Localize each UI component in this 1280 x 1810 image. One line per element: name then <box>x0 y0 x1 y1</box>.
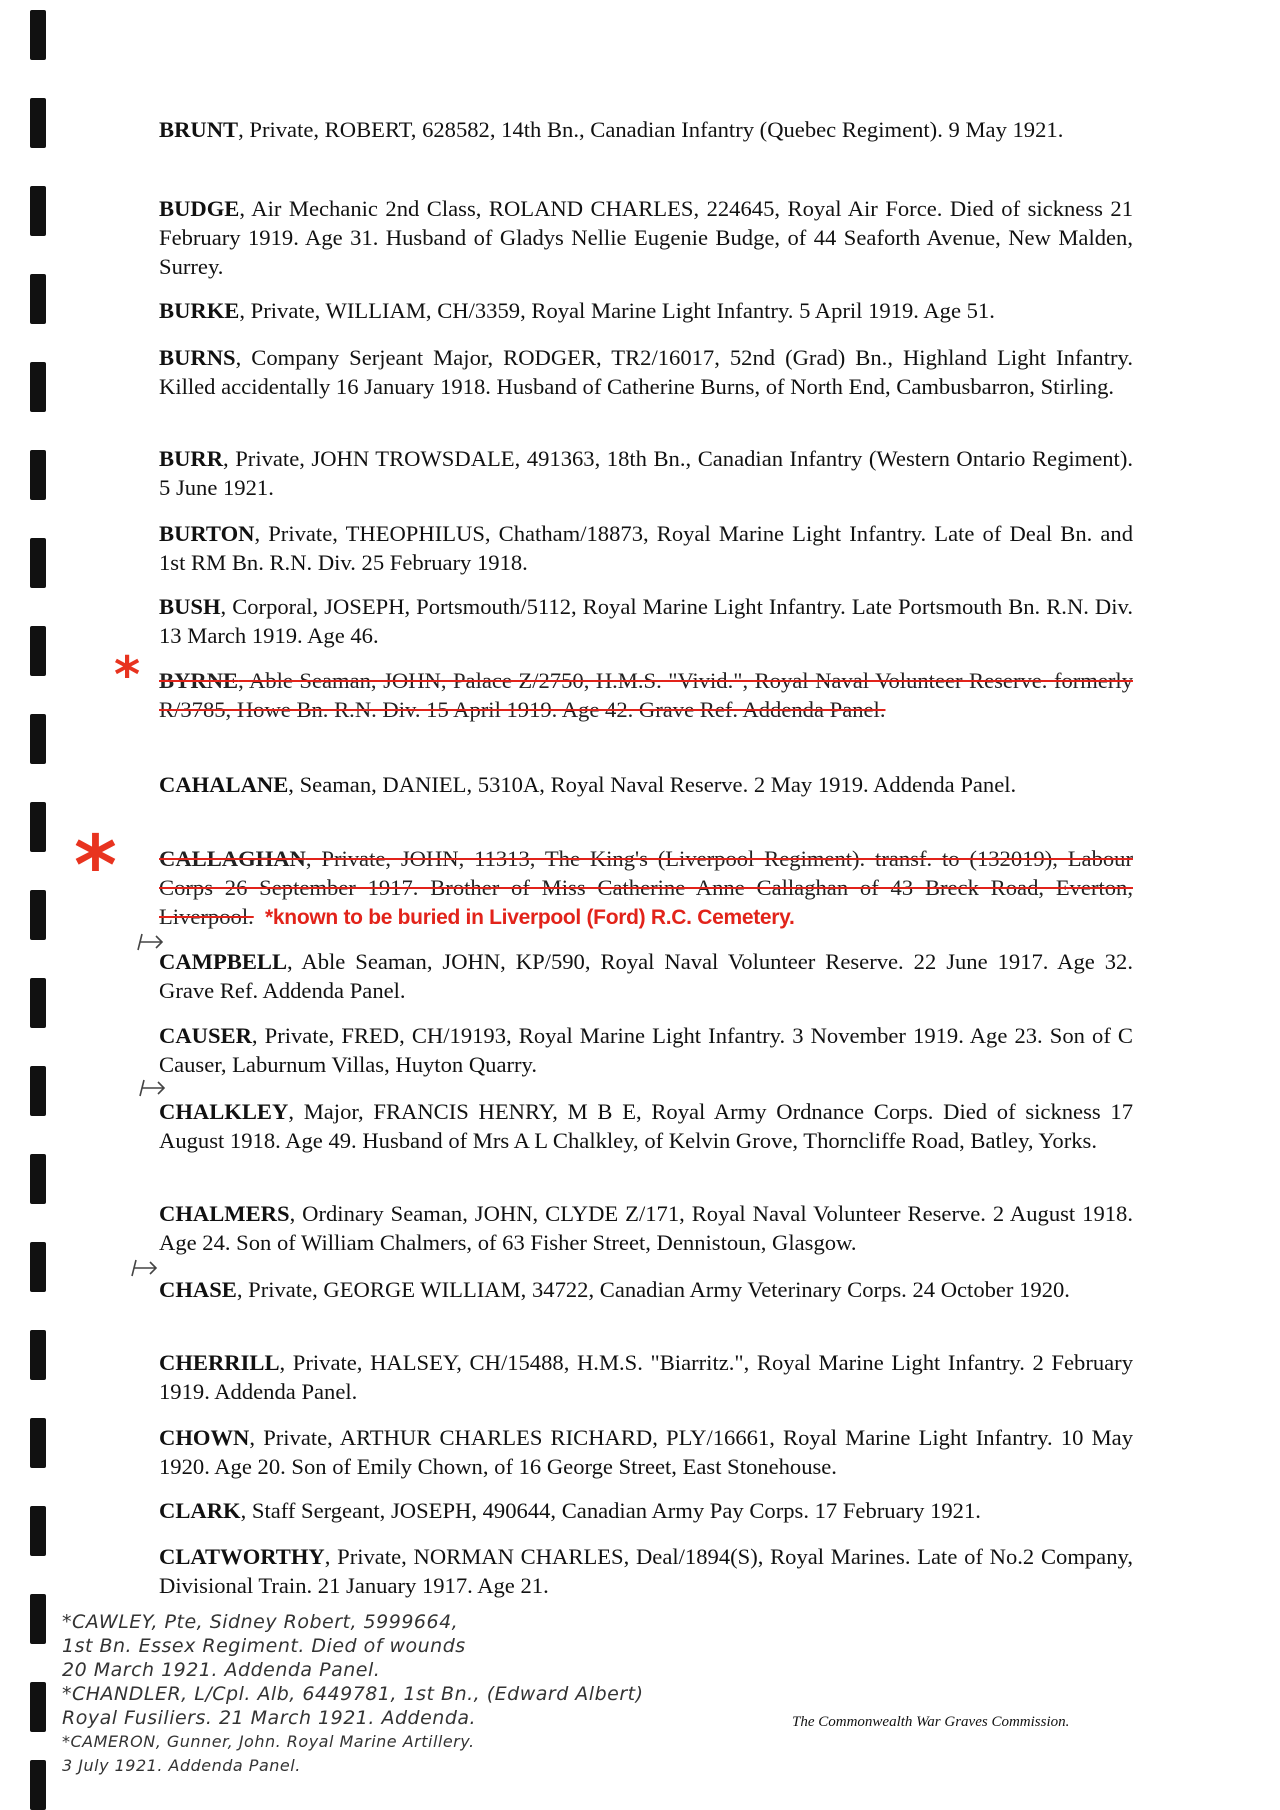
binding-mark <box>30 186 46 236</box>
binding-mark <box>30 274 46 324</box>
entry-burns: BURNS, Company Serjeant Major, RODGER, TR2/16017, 52nd (Grad) Bn., Highland Light Infantry. Killed accidentally 16 January 1918. Husband of Catherine Burns, of North End, Cambusbarron, Stirling. <box>159 345 1133 399</box>
handwritten-line: Royal Fusiliers. 21 March 1921. Addenda. <box>62 1707 477 1729</box>
binding-mark <box>30 1682 46 1732</box>
binding-mark <box>30 978 46 1028</box>
entry-burton: BURTON, Private, THEOPHILUS, Chatham/18873, Royal Marine Light Infantry. Late of Deal Bn. and 1st RM Bn. R.N. Div. 25 February 1918. <box>159 521 1133 575</box>
entry-byrne-struck: BYRNE, Able Seaman, JOHN, Palace Z/2750, H.M.S. "Vivid.", Royal Naval Volunteer Reserve. formerly R/3785, Howe Bn. R.N. Div. 15 April 1919. Age 42. Grave Ref. Addenda Panel. <box>159 668 1133 722</box>
entry-budge: BUDGE, Air Mechanic 2nd Class, ROLAND CHARLES, 224645, Royal Air Force. Died of sickness 21 February 1919. Age 31. Husband of Gladys Nellie Eugenie Budge, of 44 Seaforth Avenue, New Malden, Surrey. <box>159 196 1133 279</box>
entry-chown: CHOWN, Private, ARTHUR CHARLES RICHARD, PLY/16661, Royal Marine Light Infantry. 10 May 1920. Age 20. Son of Emily Chown, of 16 George Street, East Stonehouse. <box>159 1425 1133 1479</box>
red-asterisk-mark: * <box>114 646 141 704</box>
binding-mark <box>30 1506 46 1556</box>
entry-cahalane: CAHALANE, Seaman, DANIEL, 5310A, Royal Naval Reserve. 2 May 1919. Addenda Panel. <box>159 772 1017 797</box>
binding-mark <box>30 802 46 852</box>
handwritten-line: *CAWLEY, Pte, Sidney Robert, 5999664, <box>62 1611 459 1633</box>
handwritten-addition <box>62 1610 644 1778</box>
handwritten-line: 3 July 1921. Addenda Panel. <box>62 1756 301 1775</box>
entry-burr: BURR, Private, JOHN TROWSDALE, 491363, 18th Bn., Canadian Infantry (Western Ontario Regiment). 5 June 1921. <box>159 446 1133 500</box>
handwritten-line: 20 March 1921. Addenda Panel. <box>62 1659 381 1681</box>
entry-causer: CAUSER, Private, FRED, CH/19193, Royal Marine Light Infantry. 3 November 1919. Age 23. Son of C Causer, Laburnum Villas, Huyton Quarry. <box>159 1023 1133 1077</box>
entry-brunt: BRUNT, Private, ROBERT, 628582, 14th Bn., Canadian Infantry (Quebec Regiment). 9 May 1921. <box>159 117 1064 142</box>
red-asterisk-mark: * <box>74 819 117 914</box>
entry-clark: CLARK, Staff Sergeant, JOSEPH, 490644, Canadian Army Pay Corps. 17 February 1921. <box>159 1498 981 1523</box>
entry-bush: BUSH, Corporal, JOSEPH, Portsmouth/5112, Royal Marine Light Infantry. Late Portsmouth Bn. R.N. Div. 13 March 1919. Age 46. <box>159 594 1133 648</box>
entry-clatworthy: CLATWORTHY, Private, NORMAN CHARLES, Deal/1894(S), Royal Marines. Late of No.2 Company, Divisional Train. 21 January 1917. Age 21. <box>159 1544 1133 1598</box>
binding-mark <box>30 1760 46 1810</box>
entry-burke: BURKE, Private, WILLIAM, CH/3359, Royal Marine Light Infantry. 5 April 1919. Age 51. <box>159 298 995 323</box>
handwritten-correction-note: *known to be buried in Liverpool (Ford) R.C. Cemetery. <box>265 906 795 929</box>
binding-mark <box>30 538 46 588</box>
binding-mark <box>30 1154 46 1204</box>
binding-mark <box>30 1242 46 1292</box>
entry-cherrill: CHERRILL, Private, HALSEY, CH/15488, H.M.S. "Biarritz.", Royal Marine Light Infantry. 2 February 1919. Addenda Panel. <box>159 1350 1133 1404</box>
binding-mark <box>30 1066 46 1116</box>
binding-mark <box>30 890 46 940</box>
pencil-arrow-icon <box>128 1256 160 1280</box>
entry-chalmers: CHALMERS, Ordinary Seaman, JOHN, CLYDE Z/171, Royal Naval Volunteer Reserve. 2 August 1918. Age 24. Son of William Chalmers, of 63 Fisher Street, Dennistoun, Glasgow. <box>159 1201 1133 1255</box>
binding-mark <box>30 1418 46 1468</box>
binding-mark <box>30 1594 46 1644</box>
entry-campbell: CAMPBELL, Able Seaman, JOHN, KP/590, Royal Naval Volunteer Reserve. 22 June 1917. Age 32. Grave Ref. Addenda Panel. <box>159 949 1133 1003</box>
entry-callaghan-struck: CALLAGHAN, Private, JOHN, 11313, The King's (Liverpool Regiment). transf. to (132019), Labour Corps 26 September 1917. Brother of Miss Catherine Anne Callaghan of 43 Breck Road, Everton, Liverpool. *known to be buried in Liverpool (Ford) R.C. Cemetery. <box>159 846 1133 929</box>
binding-mark <box>30 98 46 148</box>
footer-attribution: The Commonwealth War Graves Commission. <box>792 1714 1070 1730</box>
binding-mark <box>30 714 46 764</box>
binding-mark <box>30 450 46 500</box>
entry-chalkley: CHALKLEY, Major, FRANCIS HENRY, M B E, Royal Army Ordnance Corps. Died of sickness 17 August 1918. Age 49. Husband of Mrs A L Chalkley, of Kelvin Grove, Thorncliffe Road, Batley, Yorks. <box>159 1099 1133 1153</box>
handwritten-line: *CHANDLER, L/Cpl. Alb, 6449781, 1st Bn., (Edward Albert) <box>62 1683 644 1705</box>
handwritten-line: 1st Bn. Essex Regiment. Died of wounds <box>62 1635 466 1657</box>
binding-mark <box>30 362 46 412</box>
binding-mark <box>30 1330 46 1380</box>
binding-mark <box>30 10 46 60</box>
handwritten-line: *CAMERON, Gunner, John. Royal Marine Artillery. <box>62 1732 475 1751</box>
entry-chase: CHASE, Private, GEORGE WILLIAM, 34722, Canadian Army Veterinary Corps. 24 October 1920. <box>159 1277 1070 1302</box>
binding-mark <box>30 626 46 676</box>
